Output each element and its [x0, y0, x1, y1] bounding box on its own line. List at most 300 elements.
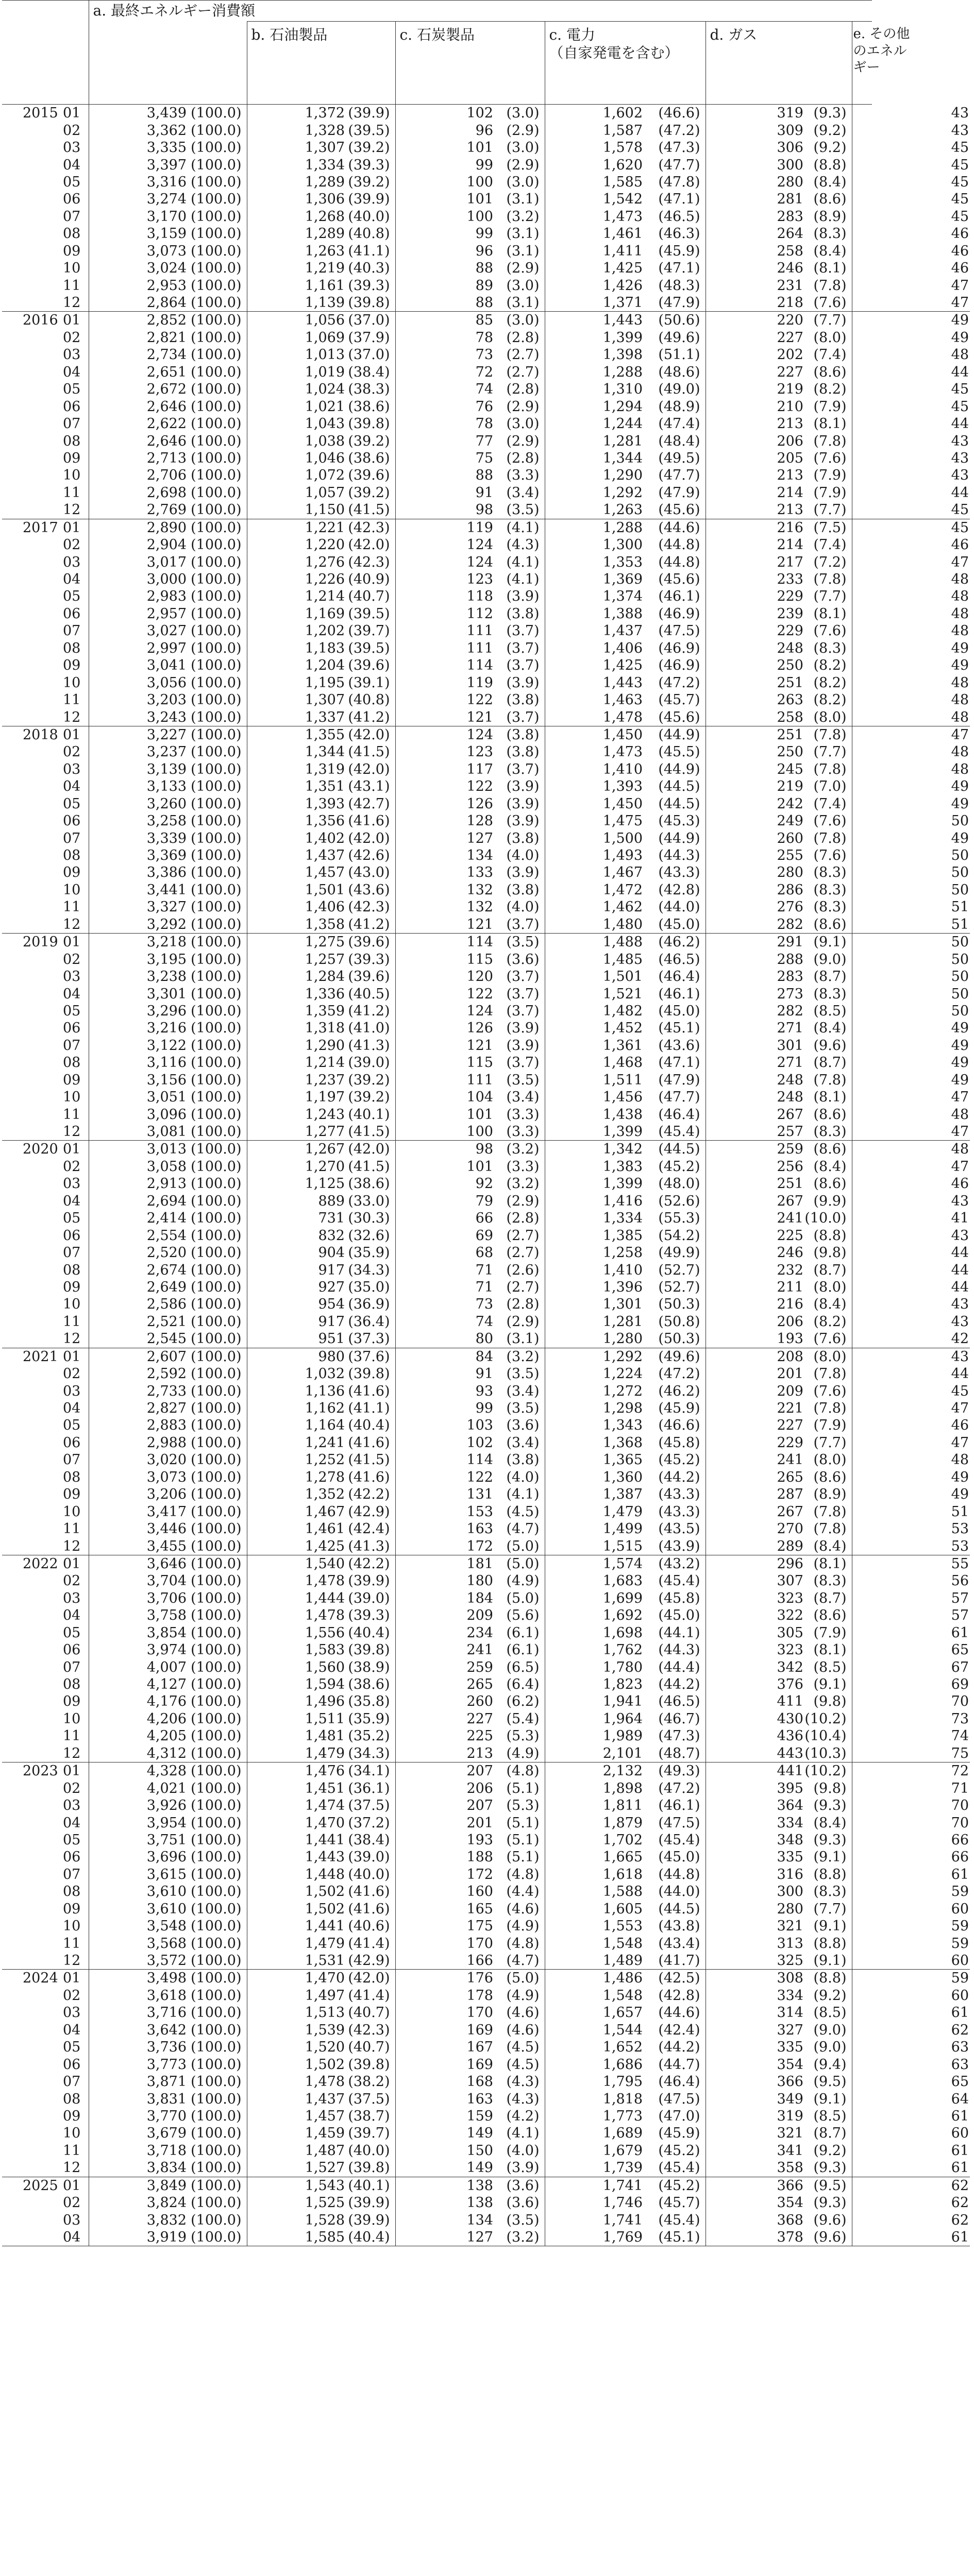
- oil-share-cell: (40.0): [348, 1866, 390, 1883]
- month-cell: 01: [59, 726, 89, 743]
- oil-share-cell: (42.3): [348, 899, 390, 916]
- table-row: [2, 778, 970, 795]
- coal-share-cell: (3.0): [506, 105, 540, 122]
- gas-share-cell: (7.8): [813, 571, 847, 588]
- gas-value-cell: 229: [706, 588, 804, 605]
- coal-share-cell: (5.3): [506, 1798, 540, 1814]
- coal-share-cell: (3.9): [506, 865, 540, 881]
- table-row: [2, 657, 970, 674]
- coal-value-cell: 209: [395, 1607, 494, 1624]
- oil-value-cell: 1,402: [247, 829, 346, 846]
- gas-share-cell: (7.7): [804, 312, 852, 329]
- total-share-cell: (100.0): [191, 398, 242, 415]
- electricity-value-cell: 1,365: [545, 1451, 644, 1468]
- year-cell: [2, 2004, 59, 2021]
- total-share-cell: (100.0): [191, 571, 242, 588]
- year-cell: [2, 882, 59, 899]
- month-cell: 03: [63, 1798, 81, 1814]
- oil-share-cell: (34.3): [348, 1745, 390, 1761]
- table-row: [2, 467, 970, 484]
- other-value-cell: 48: [852, 571, 970, 588]
- total-share-cell: (100.0): [191, 1901, 242, 1917]
- month-cell: 09: [63, 450, 81, 466]
- oil-value-cell: 1,276: [247, 553, 346, 570]
- electricity-share-cell: (44.0): [658, 899, 700, 916]
- coal-value-cell: 99: [395, 225, 494, 242]
- header-row-columns: [2, 22, 970, 105]
- oil-share-cell: (41.5): [348, 502, 390, 518]
- other-value-cell: 61: [852, 2108, 970, 2125]
- energy-consumption-table-sheet: [2, 0, 970, 2576]
- gas-share-cell: (9.3): [813, 1798, 847, 1814]
- oil-share-cell: (41.0): [348, 1020, 390, 1037]
- electricity-value-cell: 1,288: [545, 519, 644, 536]
- electricity-share-cell: (45.4): [658, 1573, 700, 1589]
- total-share-cell: (100.0): [191, 2022, 242, 2038]
- gas-value-cell: 265: [706, 1469, 804, 1486]
- coal-share-cell: (3.1): [506, 226, 540, 242]
- other-value-cell: 49: [852, 1486, 970, 1503]
- gas-value-cell: 248: [706, 1072, 804, 1089]
- coal-value-cell: 91: [395, 484, 494, 501]
- month-cell: 10: [63, 1089, 81, 1106]
- oil-value-cell: 1,257: [247, 951, 346, 968]
- year-cell: [2, 381, 59, 398]
- coal-value-cell: 193: [395, 1832, 494, 1849]
- month-cell: 08: [63, 1262, 81, 1278]
- gas-share-cell: (9.8): [813, 1780, 847, 1797]
- gas-value-cell: 411: [706, 1693, 804, 1710]
- total-value-cell: 3,260: [89, 795, 188, 812]
- gas-value-cell: 280: [706, 1901, 804, 1918]
- coal-value-cell: 167: [395, 2039, 494, 2056]
- gas-value-cell: 242: [706, 795, 804, 812]
- oil-share-cell: (42.3): [348, 2022, 390, 2038]
- coal-value-cell: 77: [395, 432, 494, 449]
- gas-value-cell: 296: [706, 1555, 804, 1572]
- electricity-share-cell: (43.2): [644, 1555, 706, 1572]
- other-value-cell: 48: [852, 743, 970, 760]
- electricity-value-cell: 1,360: [545, 1469, 644, 1486]
- month-cell: 12: [63, 2160, 81, 2176]
- other-value-cell: 51: [852, 916, 970, 934]
- gas-share-cell: (7.8): [813, 761, 847, 777]
- electricity-value-cell: 1,479: [545, 1503, 644, 1520]
- total-value-cell: 3,051: [89, 1089, 188, 1106]
- gas-value-cell: 291: [706, 934, 804, 951]
- other-value-cell: 47: [852, 1400, 970, 1417]
- total-value-cell: 2,607: [89, 1348, 188, 1365]
- gas-value-cell: 208: [706, 1348, 804, 1365]
- gas-share-cell: (7.0): [813, 778, 847, 795]
- total-value-cell: 3,831: [89, 2090, 188, 2107]
- month-cell: 03: [63, 2212, 81, 2228]
- coal-value-cell: 259: [395, 1658, 494, 1675]
- oil-value-cell: 1,351: [247, 778, 346, 795]
- coal-value-cell: 265: [395, 1676, 494, 1693]
- coal-share-cell: (4.8): [506, 1935, 540, 1952]
- total-share-cell: (100.0): [191, 2108, 242, 2124]
- year-cell: [2, 156, 59, 173]
- year-cell: [2, 2194, 59, 2211]
- coal-value-cell: 122: [395, 1469, 494, 1486]
- gas-share-cell: (9.6): [813, 1037, 847, 1054]
- table-row: [2, 1003, 970, 1020]
- coal-share-cell: (5.0): [506, 1538, 540, 1554]
- other-value-cell: 48: [852, 761, 970, 778]
- other-value-cell: 48: [852, 1451, 970, 1468]
- gas-value-cell: 211: [706, 1279, 804, 1296]
- total-share-cell: (100.0): [191, 1607, 242, 1624]
- month-cell: 02: [63, 1573, 81, 1589]
- electricity-share-cell: (44.2): [658, 1469, 700, 1485]
- table-row: [2, 1141, 970, 1158]
- table-row: [2, 1607, 970, 1624]
- total-value-cell: 3,716: [89, 2004, 188, 2021]
- gas-share-cell: (8.3): [813, 986, 847, 1002]
- gas-value-cell: 321: [706, 2125, 804, 2142]
- total-value-cell: 2,694: [89, 1193, 188, 1210]
- total-value-cell: 3,096: [89, 1106, 188, 1123]
- coal-value-cell: 100: [395, 1123, 494, 1141]
- gas-share-cell: (8.6): [813, 1106, 847, 1123]
- gas-value-cell: 241: [706, 1210, 804, 1227]
- coal-share-cell: (2.9): [506, 1313, 540, 1330]
- electricity-share-cell: (45.4): [658, 2212, 700, 2228]
- table-row: [2, 432, 970, 449]
- oil-value-cell: 1,277: [247, 1123, 346, 1141]
- oil-value-cell: 1,441: [247, 1918, 346, 1935]
- total-value-cell: 2,651: [89, 364, 188, 381]
- year-cell: [2, 1745, 59, 1762]
- oil-value-cell: 1,197: [247, 1089, 346, 1106]
- oil-share-cell: (39.5): [348, 122, 390, 139]
- month-cell: 11: [63, 1935, 81, 1952]
- gas-share-cell: (8.6): [813, 1176, 847, 1192]
- coal-share-cell: (4.9): [506, 1918, 540, 1935]
- other-value-cell: 50: [852, 934, 970, 951]
- gas-value-cell: 227: [706, 364, 804, 381]
- coal-value-cell: 99: [395, 1400, 494, 1417]
- month-cell: 08: [63, 1055, 81, 1071]
- month-cell: 06: [63, 1020, 81, 1037]
- total-value-cell: 3,335: [89, 139, 188, 156]
- coal-share-cell: (4.3): [506, 537, 540, 553]
- oil-value-cell: 1,501: [247, 882, 346, 899]
- table-row: [2, 1451, 970, 1468]
- electricity-share-cell: (43.9): [658, 1538, 700, 1554]
- month-cell: 01: [59, 2177, 89, 2194]
- month-cell: 10: [63, 1503, 81, 1520]
- coal-value-cell: 172: [395, 1537, 494, 1555]
- total-share-cell: (100.0): [191, 2005, 242, 2021]
- other-value-cell: 46: [852, 536, 970, 553]
- oil-value-cell: 1,161: [247, 277, 346, 294]
- total-share-cell: (100.0): [191, 1417, 242, 1434]
- table-row: [2, 1365, 970, 1382]
- year-cell: [2, 588, 59, 605]
- electricity-share-cell: (47.5): [658, 1815, 700, 1831]
- gas-value-cell: 368: [706, 2211, 804, 2228]
- total-share-cell: (100.0): [191, 1469, 242, 1485]
- coal-value-cell: 78: [395, 415, 494, 432]
- coal-share-cell: (3.1): [506, 191, 540, 208]
- other-value-cell: 72: [852, 1762, 970, 1780]
- electricity-value-cell: 2,132: [545, 1762, 644, 1780]
- gas-value-cell: 250: [706, 657, 804, 674]
- oil-value-cell: 1,226: [247, 571, 346, 588]
- table-row: [2, 1537, 970, 1555]
- coal-share-cell: (4.9): [506, 1573, 540, 1589]
- coal-share-cell: (4.0): [506, 2142, 540, 2159]
- coal-share-cell: (2.8): [506, 1210, 540, 1227]
- table-row: [2, 484, 970, 501]
- electricity-share-cell: (50.8): [658, 1313, 700, 1330]
- oil-share-cell: (39.8): [348, 2056, 390, 2073]
- coal-value-cell: 101: [395, 1106, 494, 1123]
- electricity-value-cell: 1,683: [545, 1572, 644, 1589]
- total-share-cell: (100.0): [191, 537, 242, 553]
- coal-value-cell: 133: [395, 864, 494, 881]
- gas-share-cell: (8.2): [813, 381, 847, 398]
- year-cell: 2023: [2, 1762, 59, 1780]
- oil-share-cell: (41.2): [348, 1003, 390, 1019]
- oil-value-cell: 1,497: [247, 1987, 346, 2004]
- month-cell: 01: [59, 1970, 89, 1987]
- total-value-cell: 3,227: [89, 726, 188, 743]
- electricity-share-cell: (49.9): [658, 1245, 700, 1261]
- electricity-value-cell: 1,699: [545, 1590, 644, 1607]
- month-cell: 05: [63, 174, 81, 190]
- coal-value-cell: 112: [395, 605, 494, 622]
- coal-share-cell: (3.5): [506, 1400, 540, 1417]
- total-value-cell: 3,455: [89, 1537, 188, 1555]
- total-value-cell: 3,058: [89, 1158, 188, 1175]
- oil-share-cell: (39.8): [348, 1642, 390, 1658]
- coal-value-cell: 150: [395, 2142, 494, 2159]
- coal-value-cell: 74: [395, 1313, 494, 1330]
- oil-share-cell: (37.9): [348, 329, 390, 346]
- header-row-top: [2, 1, 970, 22]
- month-cell: 11: [63, 2142, 81, 2159]
- coal-value-cell: 126: [395, 1020, 494, 1037]
- total-value-cell: 3,301: [89, 985, 188, 1002]
- month-cell: 05: [63, 1003, 81, 1019]
- total-share-cell: (100.0): [191, 2160, 242, 2176]
- electricity-value-cell: 1,290: [545, 467, 644, 484]
- coal-share-cell: (5.1): [506, 1849, 540, 1866]
- total-share-cell: (100.0): [191, 778, 242, 795]
- gas-share-cell: (8.1): [813, 605, 847, 622]
- year-cell: [2, 691, 59, 708]
- year-cell: [2, 364, 59, 381]
- oil-value-cell: 1,221: [247, 519, 346, 536]
- coal-share-cell: (2.9): [506, 157, 540, 173]
- gas-value-cell: 270: [706, 1520, 804, 1537]
- year-cell: 2025: [2, 2177, 59, 2194]
- total-value-cell: 2,733: [89, 1382, 188, 1399]
- total-share-cell: (100.0): [191, 744, 242, 760]
- coal-value-cell: 99: [395, 156, 494, 173]
- total-value-cell: 3,854: [89, 1624, 188, 1641]
- total-value-cell: 2,649: [89, 1279, 188, 1296]
- month-cell: 11: [63, 1521, 81, 1537]
- electricity-share-cell: (44.6): [658, 2005, 700, 2021]
- month-cell: 06: [63, 1642, 81, 1658]
- oil-share-cell: (42.2): [346, 1555, 395, 1572]
- table-row: [2, 882, 970, 899]
- oil-share-cell: (41.6): [348, 1383, 390, 1399]
- gas-value-cell: 364: [706, 1797, 804, 1814]
- coal-value-cell: 132: [395, 899, 494, 916]
- total-value-cell: 3,849: [89, 2177, 188, 2194]
- coal-share-cell: (6.4): [506, 1676, 540, 1693]
- coal-share-cell: (3.4): [506, 484, 540, 501]
- table-row: [2, 1866, 970, 1883]
- month-cell: 01: [59, 1555, 89, 1572]
- electricity-value-cell: 1,746: [545, 2194, 644, 2211]
- gas-share-cell: (8.4): [813, 1538, 847, 1554]
- year-cell: [2, 708, 59, 726]
- oil-share-cell: (40.4): [348, 1624, 390, 1641]
- coal-value-cell: 91: [395, 1365, 494, 1382]
- total-share-cell: (100.0): [191, 1884, 242, 1900]
- other-value-cell: 45: [852, 381, 970, 398]
- electricity-value-cell: 1,411: [545, 243, 644, 260]
- total-value-cell: 3,274: [89, 191, 188, 208]
- gas-share-cell: (9.1): [813, 2091, 847, 2107]
- electricity-share-cell: (46.6): [658, 1417, 700, 1434]
- gas-share-cell: (9.0): [813, 2022, 847, 2038]
- year-cell: [2, 277, 59, 294]
- total-value-cell: 3,386: [89, 864, 188, 881]
- total-share-cell: (100.0): [191, 1918, 242, 1935]
- total-value-cell: 2,586: [89, 1296, 188, 1313]
- other-value-cell: 75: [852, 1745, 970, 1762]
- month-cell: 08: [63, 1884, 81, 1900]
- electricity-value-cell: 1,795: [545, 2073, 644, 2090]
- total-share-cell: (100.0): [191, 1866, 242, 1883]
- oil-share-cell: (40.1): [348, 1106, 390, 1123]
- month-cell: 01: [59, 1141, 89, 1158]
- electricity-value-cell: 1,452: [545, 1020, 644, 1037]
- total-share-cell: (100.0): [191, 674, 242, 691]
- month-cell: 06: [63, 2056, 81, 2073]
- oil-share-cell: (39.2): [348, 1072, 390, 1088]
- coal-share-cell: (4.9): [506, 1745, 540, 1761]
- other-value-cell: 42: [852, 1330, 970, 1348]
- total-share-cell: (100.0): [191, 1849, 242, 1866]
- month-cell: 06: [63, 1227, 81, 1244]
- year-cell: [2, 951, 59, 968]
- table-row: [2, 1261, 970, 1278]
- year-cell: [2, 1814, 59, 1831]
- year-cell: [2, 2039, 59, 2056]
- gas-value-cell: 221: [706, 1400, 804, 1417]
- oil-share-cell: (30.3): [348, 1210, 390, 1227]
- oil-value-cell: 1,038: [247, 432, 346, 449]
- electricity-share-cell: (45.9): [658, 1400, 700, 1417]
- total-value-cell: 3,020: [89, 1451, 188, 1468]
- oil-share-cell: (38.6): [348, 450, 390, 466]
- electricity-share-cell: (44.5): [644, 1141, 706, 1158]
- total-value-cell: 3,195: [89, 951, 188, 968]
- other-energy-header: e. その他 のエネル ギー: [852, 22, 872, 105]
- gas-share-cell: (8.6): [813, 1607, 847, 1624]
- oil-share-cell: (40.4): [348, 1417, 390, 1434]
- total-value-header-blank: [89, 22, 247, 105]
- gas-value-cell: 245: [706, 761, 804, 778]
- table-row: [2, 519, 970, 536]
- electricity-value-cell: 1,605: [545, 1901, 644, 1918]
- gas-value-cell: 271: [706, 1054, 804, 1071]
- other-value-cell: 61: [852, 2004, 970, 2021]
- coal-value-cell: 260: [395, 1693, 494, 1710]
- electricity-share-cell: (43.4): [658, 1935, 700, 1952]
- other-value-cell: 60: [852, 1901, 970, 1918]
- oil-value-cell: 1,478: [247, 1572, 346, 1589]
- electricity-share-cell: (50.6): [644, 312, 706, 329]
- month-cell: 04: [63, 986, 81, 1002]
- table-row: [2, 1745, 970, 1762]
- gas-share-cell: (8.4): [813, 174, 847, 190]
- other-value-cell: 62: [852, 2194, 970, 2211]
- oil-share-cell: (41.1): [348, 243, 390, 259]
- total-share-cell: (100.0): [191, 1503, 242, 1520]
- total-share-cell: (100.0): [191, 329, 242, 346]
- coal-share-cell: (3.9): [506, 1037, 540, 1054]
- gas-value-cell: 251: [706, 674, 804, 691]
- electricity-share-cell: (45.0): [658, 916, 700, 933]
- other-value-cell: 48: [852, 691, 970, 708]
- other-value-cell: 45: [852, 501, 970, 519]
- coal-value-cell: 168: [395, 2073, 494, 2090]
- electricity-share-cell: (47.1): [658, 191, 700, 208]
- gas-share-cell: (9.0): [813, 951, 847, 968]
- electricity-value-cell: 1,553: [545, 1918, 644, 1935]
- electricity-value-cell: 1,480: [545, 916, 644, 934]
- gas-value-cell: 227: [706, 1417, 804, 1434]
- coal-share-cell: (3.0): [506, 140, 540, 156]
- other-value-cell: 61: [852, 2142, 970, 2159]
- oil-share-cell: (42.3): [346, 519, 395, 536]
- month-cell: 12: [63, 1331, 81, 1347]
- gas-share-cell: (9.3): [813, 1832, 847, 1848]
- gas-value-cell: 325: [706, 1952, 804, 1970]
- coal-share-cell: (4.8): [506, 1866, 540, 1883]
- electricity-share-cell: (48.7): [658, 1745, 700, 1761]
- gas-share-cell: (9.6): [813, 2212, 847, 2228]
- total-value-cell: 2,827: [89, 1400, 188, 1417]
- gas-share-cell: (8.0): [813, 1452, 847, 1468]
- coal-products-header: c. 石炭製品: [395, 22, 545, 105]
- total-value-cell: 3,203: [89, 691, 188, 708]
- total-share-cell: (100.0): [191, 1659, 242, 1675]
- month-cell: 01: [63, 105, 81, 122]
- coal-value-cell: 80: [395, 1330, 494, 1348]
- electricity-value-cell: 1,618: [545, 1866, 644, 1883]
- other-value-cell: 48: [852, 622, 970, 639]
- coal-share-cell: (4.1): [494, 519, 545, 536]
- table-row: [2, 225, 970, 242]
- gas-share-cell: (9.4): [813, 2056, 847, 2073]
- electricity-share-cell: (47.5): [658, 2091, 700, 2107]
- electricity-value-cell: 1,823: [545, 1676, 644, 1693]
- oil-share-cell: (39.3): [348, 157, 390, 173]
- month-cell: 10: [63, 1296, 81, 1313]
- gas-header: d. ガス: [706, 22, 852, 105]
- gas-value-cell: 288: [706, 951, 804, 968]
